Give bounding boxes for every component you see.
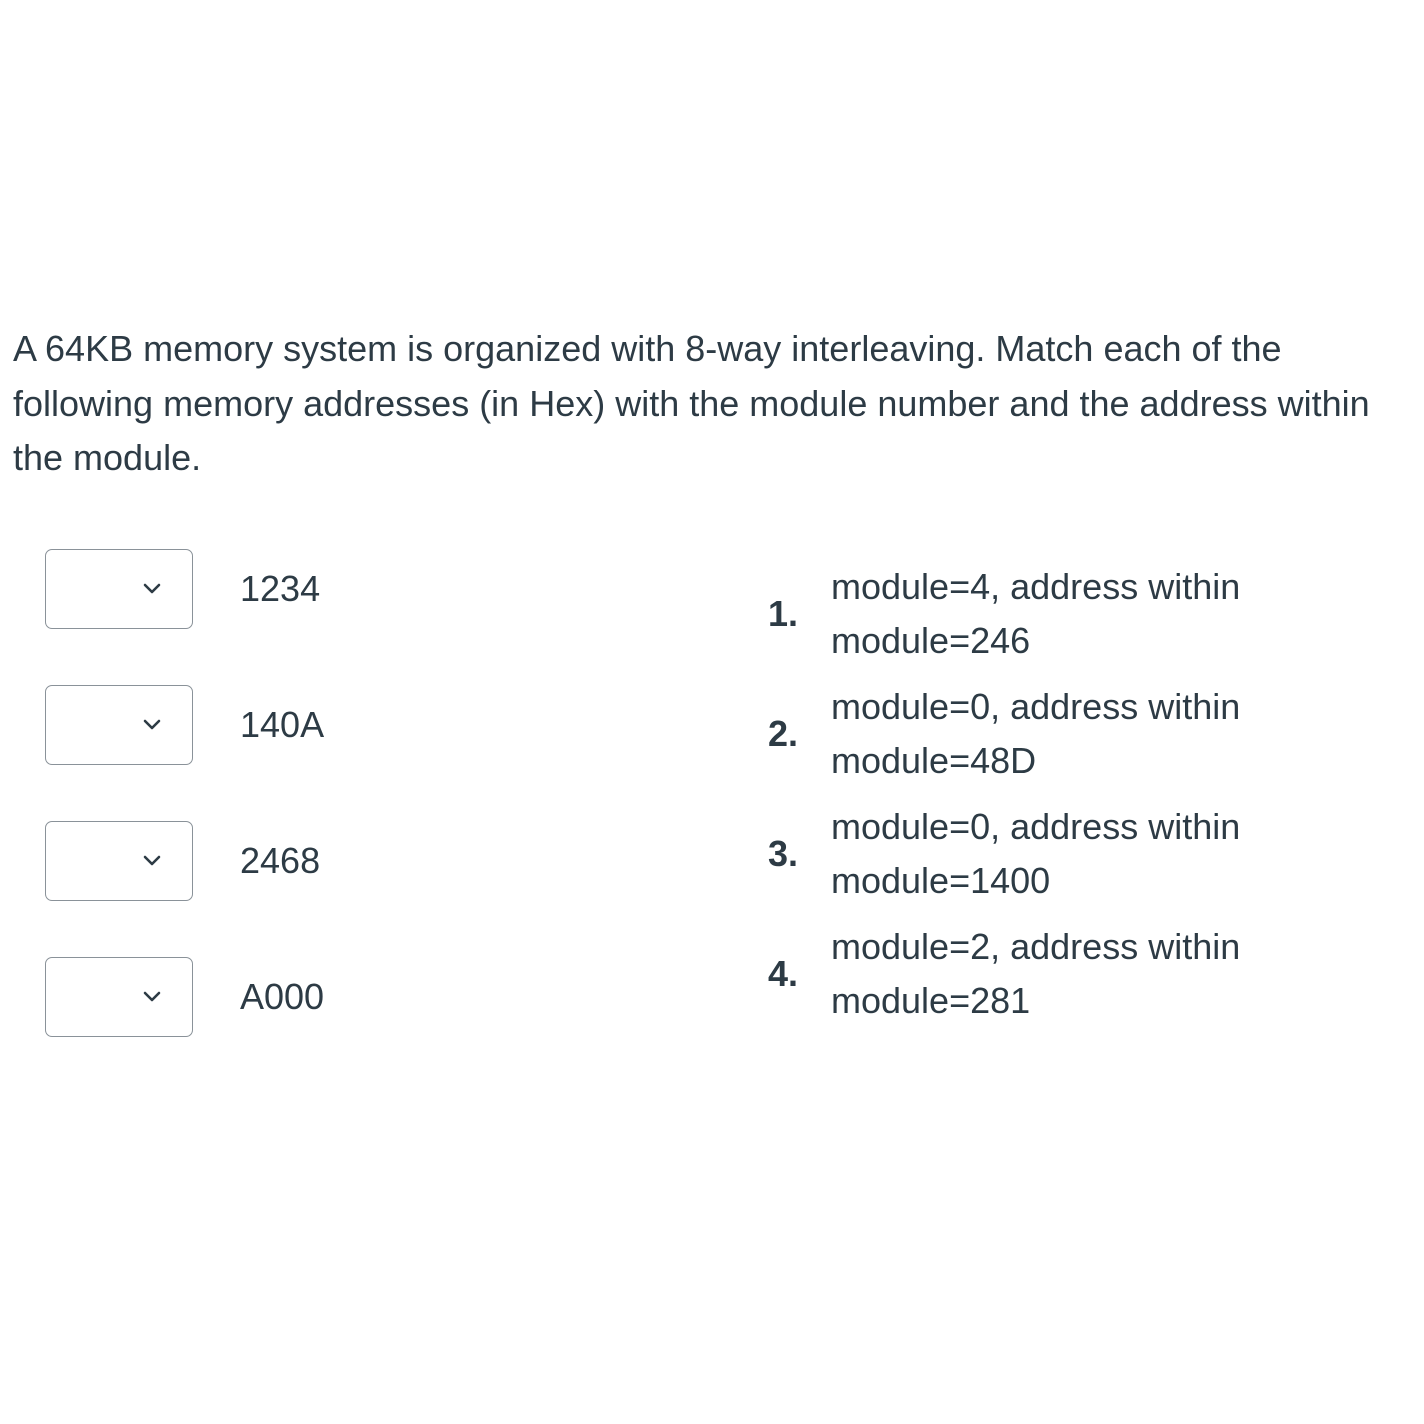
answer-option — [768, 800, 1388, 908]
chevron-down-icon — [142, 986, 162, 1006]
answer-select-2[interactable] — [45, 685, 193, 765]
answer-line: module=0, address within — [831, 686, 1241, 727]
answer-select-1[interactable] — [45, 549, 193, 629]
answer-text — [831, 560, 1351, 668]
answer-number: 2. — [768, 713, 799, 754]
item-label: A000 — [240, 976, 325, 1017]
chevron-down-icon — [142, 578, 162, 598]
answer-line: module=1400 — [831, 860, 1051, 901]
match-items-list — [45, 548, 525, 1092]
item-label: 1234 — [240, 568, 321, 609]
answer-number: 4. — [768, 953, 799, 994]
chevron-down-icon — [142, 850, 162, 870]
answer-line: module=2, address within — [831, 926, 1241, 967]
question-text: A 64KB memory system is organized with 8-way interleaving. Match each of the following memory addresses (in Hex) with the module number and the address within the module. — [13, 328, 1370, 478]
answer-number: 1. — [768, 593, 799, 634]
match-item — [45, 684, 525, 766]
answer-number: 3. — [768, 833, 799, 874]
answer-select-3[interactable] — [45, 821, 193, 901]
item-label: 140A — [240, 704, 325, 745]
match-item — [45, 820, 525, 902]
answer-line: module=4, address within — [831, 566, 1241, 607]
answer-options-list — [768, 560, 1388, 1040]
answer-line: module=0, address within — [831, 806, 1241, 847]
item-label: 2468 — [240, 840, 321, 881]
match-item — [45, 548, 525, 630]
answer-select-4[interactable] — [45, 957, 193, 1037]
answer-line: module=48D — [831, 740, 1037, 781]
answer-line: module=281 — [831, 980, 1031, 1021]
chevron-down-icon — [142, 714, 162, 734]
answer-option — [768, 920, 1388, 1028]
answer-line: module=246 — [831, 620, 1031, 661]
answer-text — [831, 680, 1351, 788]
answer-text — [831, 800, 1351, 908]
answer-option — [768, 560, 1388, 668]
match-item — [45, 956, 525, 1038]
answer-text — [831, 920, 1351, 1028]
answer-option — [768, 680, 1388, 788]
